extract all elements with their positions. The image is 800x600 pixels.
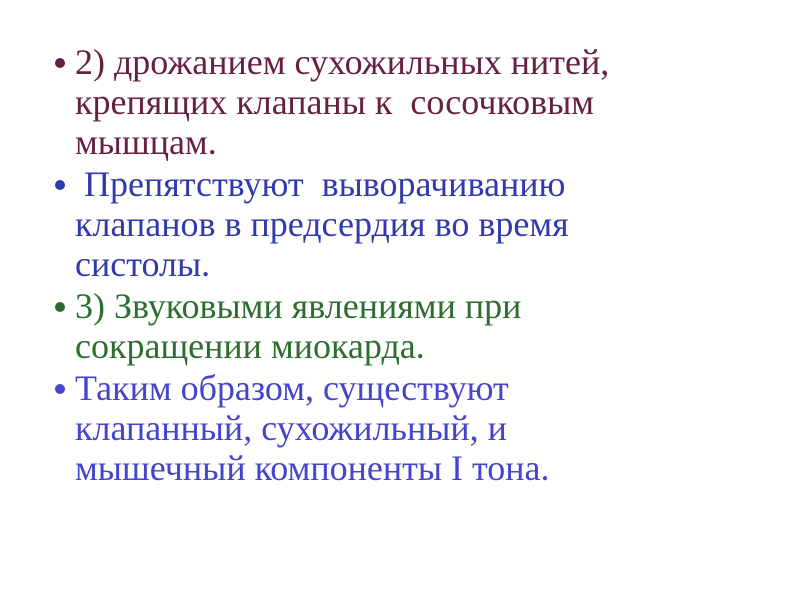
- text-line: Препятствуют выворачиванию: [75, 164, 566, 204]
- bullet-text-2: [75, 164, 569, 284]
- text-line: клапанов в предсердия во время: [75, 204, 569, 244]
- bullet-item-4: [55, 368, 745, 488]
- text-line: клапанный, сухожильный, и: [75, 408, 507, 448]
- text-line: 3) Звуковыми явлениями при: [75, 286, 522, 326]
- bullet-text-1: [75, 42, 609, 162]
- bullet-item-3: [55, 286, 745, 366]
- bullet-dot-icon: [55, 302, 65, 312]
- bullet-text-4: [75, 368, 550, 488]
- bullet-item-1: [55, 42, 745, 162]
- bullet-dot-icon: [55, 180, 65, 190]
- text-line: мышечный компоненты I тона.: [75, 448, 550, 488]
- bullet-list: [55, 42, 745, 490]
- text-line: мышцам.: [75, 122, 217, 162]
- bullet-text-3: [75, 286, 521, 366]
- bullet-dot-icon: [55, 58, 65, 68]
- text-line: 2) дрожанием сухожильных нитей,: [75, 42, 610, 82]
- bullet-item-2: [55, 164, 745, 284]
- text-line: Таким образом, существуют: [75, 368, 509, 408]
- bullet-dot-icon: [55, 384, 65, 394]
- text-line: крепящих клапаны к сосочковым: [75, 82, 595, 122]
- text-line: сокращении миокарда.: [75, 326, 425, 366]
- text-line: систолы.: [75, 244, 211, 284]
